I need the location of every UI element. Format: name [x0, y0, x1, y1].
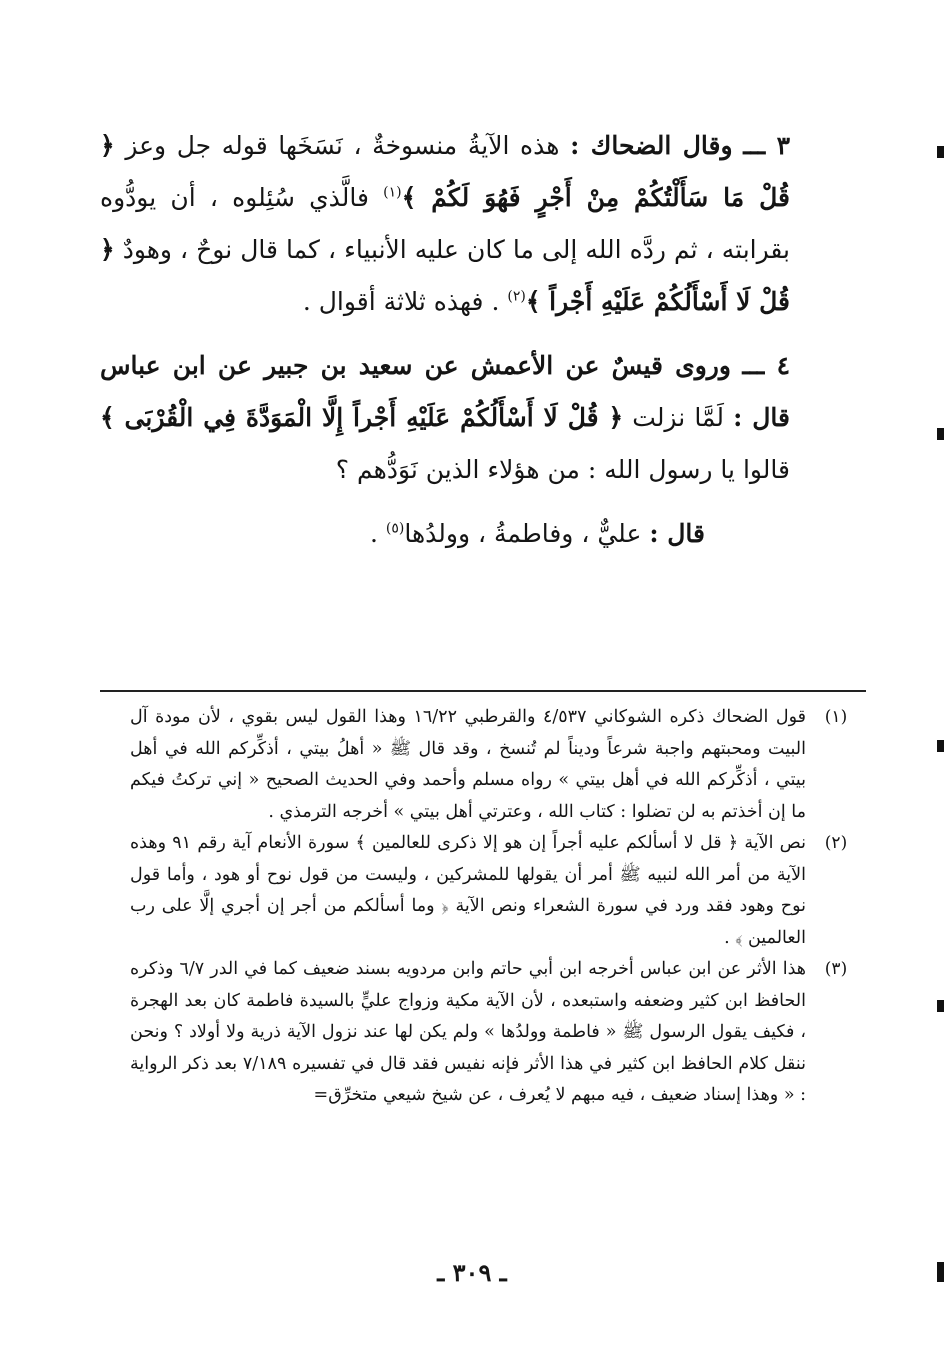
- margin-mark: [937, 1262, 944, 1282]
- paragraph-text: . فهذه ثلاثة أقوال .: [302, 287, 500, 316]
- paragraph-3: [100, 120, 790, 328]
- quran-verse: ﴿ قُلْ لَا أَسْأَلُكُمْ عَلَيْهِ أَجْراً إِلَّا الْمَوَدَّةَ فِي الْقُرْبَى ﴾: [100, 403, 624, 432]
- footnote-2: [100, 828, 866, 954]
- paragraph-lead: وروى قيسٌ عن الأعمش عن سعيد بن جبير عن ابن عباس قال :: [100, 351, 791, 432]
- paragraph-text: قالوا يا رسول الله : من هؤلاء الذين نَوَدُّهم ؟: [335, 455, 790, 484]
- quran-verse: ﴿ قُلْ مَا سَأَلْتُكُمْ مِنْ أَجْرٍ فَهُوَ لَكُمْ ﴾: [100, 131, 790, 212]
- margin-mark: [937, 1000, 944, 1012]
- paragraph-text: عليٌّ ، وفاطمةُ ، وولدُها: [404, 519, 642, 548]
- footnote-text: قول الضحاك ذكره الشوكاني ٤/٥٣٧ والقرطبي ١٦/٢٢ وهذا القول ليس بقوي ، لأن مودة آل البيت ومحبتهم واجبة شرعاً وديناً لم تُنسخ ، وقد قال ﷺ « أهلُ بيتي ، أذكِّركم الله في أهل بيتي ، أذكِّركم الله في أهل بيتي » رواه مسلم وأحمد وفي الحديث الصحيح « إني تركتُ فيكم ما إن أخذتم به لن تضلوا : كتاب الله ، وعترتي أهل بيتي » أخرجه الترمذي .: [130, 707, 806, 822]
- footnote-number: (٢): [824, 833, 848, 853]
- margin-mark: [937, 740, 944, 752]
- footnote-1: [100, 702, 866, 828]
- paragraph-lead: قال :: [649, 519, 705, 548]
- footnote-ref[interactable]: (٢): [507, 288, 526, 305]
- footnote-3: [100, 954, 866, 1112]
- footnote-text: هذا الأثر عن ابن عباس أخرجه ابن أبي حاتم وابن مردويه بسند ضعيف كما في الدر ٦/٧ وذكره الحافظ ابن كثير وضعفه واستبعده ، لأن الآية مكية وزواج عليٍّ بالسيدة فاطمة كان بعد الهجرة ، فكيف يقول الرسول ﷺ « فاطمة وولدُها » ولم يكن لها عند نزول الآية ذرية ولا أولاد ؟ ونحن ننقل كلام الحافظ ابن كثير في هذا الأثر فإنه نفيس فقد قال في تفسيره ٧/١٨٩ بعد ذكر الرواية : « وهذا إسناد ضعيف ، فيه مبهم لا يُعرف ، عن شيخ شيعي متخرِّق=: [130, 959, 807, 1105]
- paragraph-lead: وقال الضحاك :: [570, 131, 733, 160]
- margin-mark: [937, 146, 944, 158]
- paragraph-4: [100, 340, 790, 496]
- paragraph-text: لَمَّا نزلت: [632, 403, 725, 432]
- paragraph-number: ٤ ـــ: [742, 351, 790, 380]
- footnote-number: (٣): [824, 959, 848, 979]
- paragraph-answer: [100, 508, 790, 560]
- footnote-ref[interactable]: (١): [383, 184, 402, 201]
- paragraph-text: فالَّذي سُئِلوه ، أن يودُّوه بقرابته ، ثم ردَّه الله إلى ما كان عليه الأنبياء ، كما قال نوحٌ ، وهودٌ: [100, 183, 790, 264]
- paragraph-text: .: [369, 519, 378, 548]
- footnote-text: نص الآية ﴿ قل لا أسألكم عليه أجراً إن هو إلا ذكرى للعالمين ﴾ سورة الأنعام آية رقم ٩١ وهذه الآية من أمر الله لنبيه ﷺ أمر أن يقولها للمشركين ، وليست من قول نوح أو هود ، وأما قول نوح وهود فقد ورد في سورة الشعراء ونص الآية ﴿ وما أسألكم من أجر إن أجري إلَّا على رب العالمين ﴾ .: [130, 833, 806, 948]
- margin-mark: [937, 428, 944, 440]
- footnotes: [100, 702, 866, 1112]
- quran-verse: ﴿ قُلْ لَا أَسْأَلُكُمْ عَلَيْهِ أَجْراً ﴾: [100, 235, 790, 316]
- footnote-number: (١): [824, 707, 848, 727]
- paragraph-text: هذه الآيةُ منسوخةٌ ، نَسَخَها قوله جل وعز: [125, 131, 560, 160]
- main-text: [100, 120, 790, 572]
- footnote-divider: [100, 690, 866, 692]
- paragraph-number: ٣ ـــ: [743, 131, 791, 160]
- page-number: ـ ٣٠٩ ـ: [437, 1258, 507, 1287]
- footnote-ref[interactable]: (٥): [385, 520, 405, 537]
